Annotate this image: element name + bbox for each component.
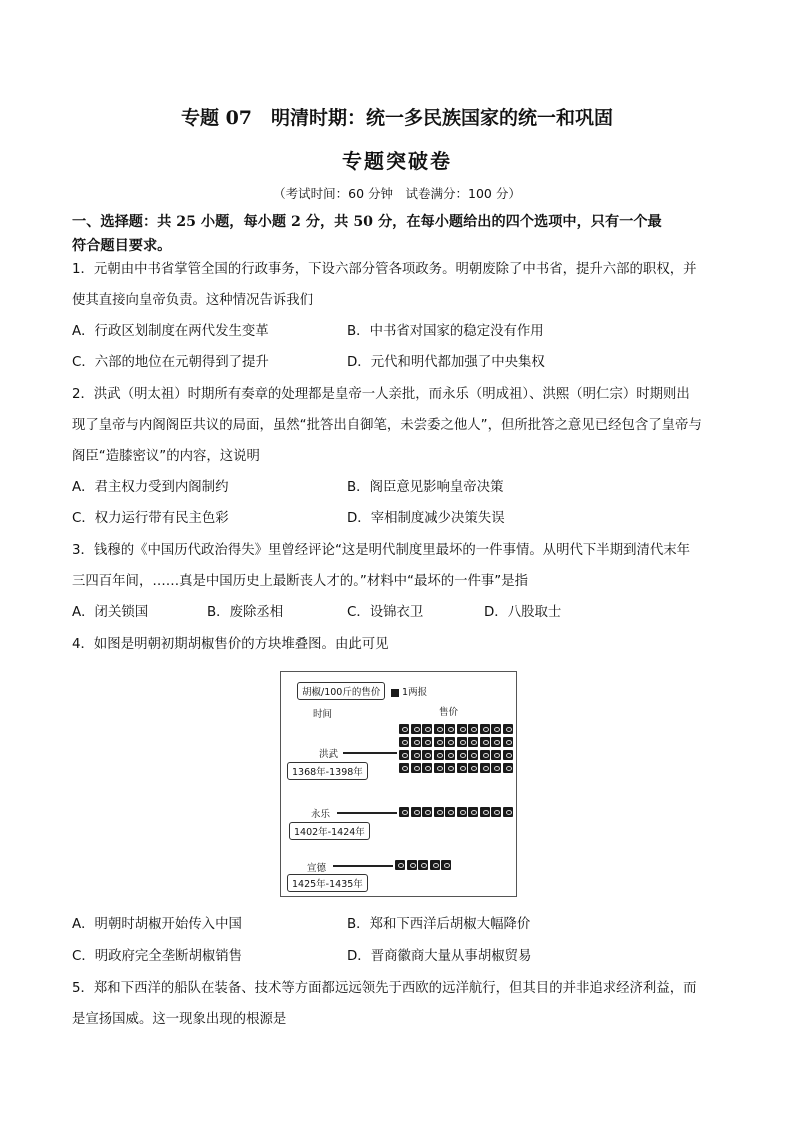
question-4-option-b[interactable]: B．郑和下西洋后胡椒大幅降价 <box>347 917 531 932</box>
price-coin-block <box>411 724 421 734</box>
price-coin-block <box>491 750 501 760</box>
question-3-option-b[interactable]: B．废除丞相 <box>207 605 284 620</box>
price-coin-block <box>422 737 432 747</box>
question-1-option-b[interactable]: B．中书省对国家的稳定没有作用 <box>347 324 544 339</box>
price-coin-block <box>422 750 432 760</box>
question-1-text: 使其直接向皇帝负责。这种情况告诉我们 <box>72 293 314 308</box>
price-coin-block <box>399 724 409 734</box>
price-coin-block <box>491 724 501 734</box>
price-coin-block <box>445 737 455 747</box>
price-coin-block <box>430 860 440 870</box>
question-1-option-a[interactable]: A．行政区划制度在两代发生变革 <box>72 324 269 339</box>
question-3-option-a[interactable]: A．闭关锁国 <box>72 605 149 620</box>
price-coin-block <box>468 737 478 747</box>
page-title: 专题 07 明清时期：统一多民族国家的统一和巩固 <box>180 107 614 129</box>
price-coin-block <box>503 763 513 773</box>
question-4-option-a[interactable]: A．明朝时胡椒开始传入中国 <box>72 917 242 932</box>
price-coin-block <box>422 724 432 734</box>
price-coin-block <box>457 737 467 747</box>
column-time-label: 时间 <box>313 709 333 720</box>
reign-label: 宣德 <box>307 863 327 874</box>
question-2-option-d[interactable]: D．宰相制度减少决策失误 <box>347 511 505 526</box>
question-4-option-c[interactable]: C．明政府完全垄断胡椒销售 <box>72 949 243 964</box>
price-coin-block <box>399 763 409 773</box>
exam-info: （考试时间：60 分钟 试卷满分：100 分） <box>273 186 521 201</box>
connector-line <box>343 752 397 754</box>
legend-label: 1两报 <box>402 687 428 698</box>
section-heading-line: 一、选择题：共 25 小题，每小题 2 分，共 50 分，在每小题给出的四个选项中，只有一个最 <box>72 214 662 230</box>
price-coin-block <box>480 763 490 773</box>
question-1-option-c[interactable]: C．六部的地位在元朝得到了提升 <box>72 355 269 370</box>
question-5-text: 5．郑和下西洋的船队在装备、技术等方面都远远领先于西欧的远洋航行，但其目的并非追求经济利益，而 <box>72 981 697 996</box>
question-2-text: 阁臣“造膝密议”的内容，这说明 <box>72 449 260 464</box>
question-2-option-a[interactable]: A．君主权力受到内阁制约 <box>72 480 229 495</box>
price-coin-block <box>407 860 417 870</box>
price-coin-block <box>395 860 405 870</box>
question-2-option-b[interactable]: B．阁臣意见影响皇帝决策 <box>347 480 504 495</box>
question-3-option-d[interactable]: D．八股取士 <box>484 605 562 620</box>
question-4-text: 4．如图是明朝初期胡椒售价的方块堆叠图。由此可见 <box>72 637 389 652</box>
question-2-option-c[interactable]: C．权力运行带有民主色彩 <box>72 511 229 526</box>
price-coin-block <box>411 807 421 817</box>
price-coin-block <box>468 724 478 734</box>
price-coin-block <box>422 763 432 773</box>
pepper-price-chart <box>280 671 517 897</box>
section-heading-line: 符合题目要求。 <box>72 238 172 254</box>
price-coin-block <box>445 724 455 734</box>
page-subtitle: 专题突破卷 <box>342 149 452 173</box>
column-price-label: 售价 <box>439 707 459 718</box>
price-coin-block <box>411 763 421 773</box>
price-coin-block <box>445 750 455 760</box>
section-heading <box>72 210 732 258</box>
price-coin-block <box>491 763 501 773</box>
price-coin-block <box>418 860 428 870</box>
price-coin-block <box>399 807 409 817</box>
reign-label: 洪武 <box>319 749 339 760</box>
years-label: 1368年-1398年 <box>287 762 368 780</box>
price-coin-block <box>457 750 467 760</box>
question-3-text: 三四百年间，……真是中国历史上最断丧人才的。”材料中“最坏的一件事”是指 <box>72 574 528 589</box>
price-coin-block <box>434 763 444 773</box>
connector-line <box>337 812 397 814</box>
price-coin-block <box>503 807 513 817</box>
question-3-option-c[interactable]: C．设锦衣卫 <box>347 605 424 620</box>
price-coin-block <box>441 860 451 870</box>
price-coin-block <box>434 724 444 734</box>
price-coin-block <box>468 763 478 773</box>
years-label: 1425年-1435年 <box>287 874 368 892</box>
price-coin-block <box>434 807 444 817</box>
price-coin-block <box>445 807 455 817</box>
question-4-option-d[interactable]: D．晋商徽商大量从事胡椒贸易 <box>347 949 532 964</box>
reign-label: 永乐 <box>311 809 331 820</box>
price-coin-block <box>480 737 490 747</box>
price-coin-block <box>491 737 501 747</box>
price-coin-block <box>480 724 490 734</box>
price-coin-block <box>491 807 501 817</box>
price-coin-block <box>480 807 490 817</box>
price-coin-block <box>411 750 421 760</box>
price-coin-block <box>399 737 409 747</box>
price-coin-block <box>457 763 467 773</box>
legend-coin-icon <box>391 684 427 698</box>
price-coin-block <box>480 750 490 760</box>
question-5-text: 是宣扬国威。这一现象出现的根源是 <box>72 1012 287 1027</box>
question-1-text: 1．元朝由中书省掌管全国的行政事务，下设六部分管各项政务。明朝废除了中书省，提升六部的职权，并 <box>72 262 697 277</box>
price-coin-block <box>399 750 409 760</box>
question-2-text: 现了皇帝与内阁阁臣共议的局面，虽然“批答出自御笔，未尝委之他人”，但所批答之意见已经包含了皇帝与 <box>72 418 702 433</box>
price-coin-block <box>503 750 513 760</box>
price-coin-block <box>434 750 444 760</box>
price-coin-block <box>457 724 467 734</box>
price-coin-block <box>468 807 478 817</box>
price-coin-block <box>411 737 421 747</box>
question-3-text: 3．钱穆的《中国历代政治得失》里曾经评论“这是明代制度里最坏的一件事情。从明代下半期到清代末年 <box>72 543 691 558</box>
price-coin-block <box>434 737 444 747</box>
years-label: 1402年-1424年 <box>289 822 370 840</box>
price-coin-block <box>445 763 455 773</box>
price-coin-block <box>468 750 478 760</box>
question-2-text: 2．洪武（明太祖）时期所有奏章的处理都是皇帝一人亲批，而永乐（明成祖）、洪熙（明仁宗）时期则出 <box>72 387 690 402</box>
chart-title: 胡椒/100斤的售价 <box>297 682 385 700</box>
question-1-option-d[interactable]: D．元代和明代都加强了中央集权 <box>347 355 545 370</box>
price-coin-block <box>503 737 513 747</box>
price-coin-block <box>503 724 513 734</box>
connector-line <box>333 865 393 867</box>
price-coin-block <box>422 807 432 817</box>
price-coin-block <box>457 807 467 817</box>
